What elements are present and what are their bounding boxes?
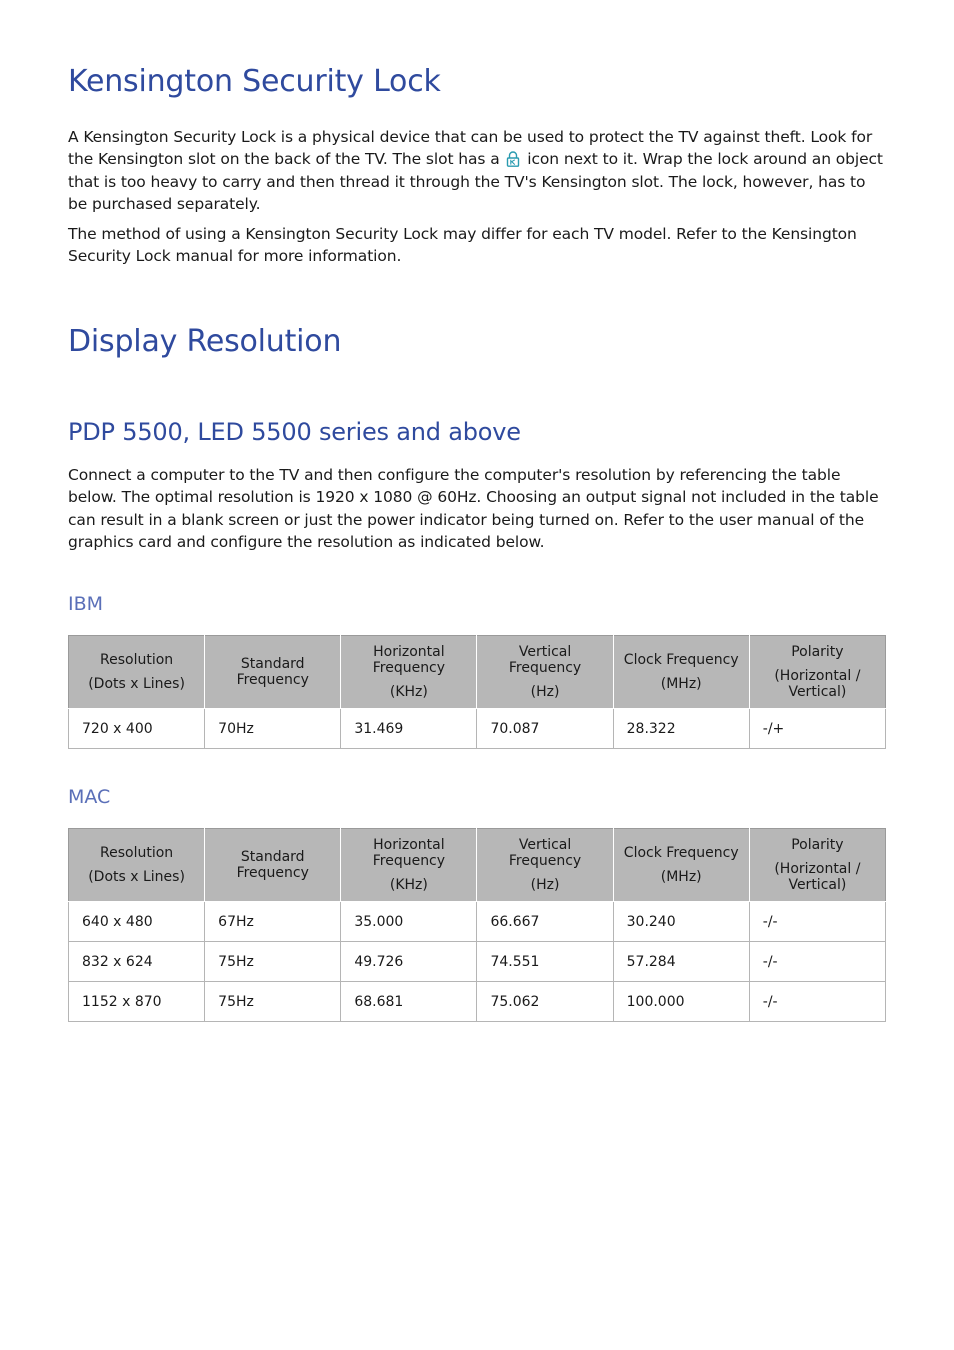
table-row — [69, 942, 886, 982]
cell-clock-frequency: 30.240 — [613, 902, 749, 942]
cell-polarity: -/- — [749, 982, 885, 1022]
cell-vertical-frequency: 74.551 — [477, 942, 613, 982]
display-resolution-body — [68, 464, 886, 553]
kensington-body — [68, 126, 886, 268]
header-horizontal-frequency: Horizontal Frequency (KHz) — [341, 829, 477, 902]
cell-horizontal-frequency: 35.000 — [341, 902, 477, 942]
cell-polarity: -/+ — [749, 709, 885, 749]
cell-standard-frequency: 70Hz — [205, 709, 341, 749]
display-resolution-paragraph: Connect a computer to the TV and then configure the computer's resolution by referencing the table below. The optimal resolution is 1920 x 1080 @ 60Hz. Choosing an output signal not included in the table can result in a blank screen or just the power indicator being turned on. Refer to the user manual of the graphics card and configure the resolution as indicated below. — [68, 466, 879, 551]
ibm-heading-block — [68, 593, 886, 615]
display-resolution-section — [68, 324, 886, 359]
header-clock-frequency: Clock Frequency (MHz) — [613, 829, 749, 902]
kensington-paragraph-2: The method of using a Kensington Security Lock may differ for each TV model. Refer to the Kensington Security Lock manual for more information. — [68, 225, 857, 266]
cell-vertical-frequency: 66.667 — [477, 902, 613, 942]
header-resolution: Resolution (Dots x Lines) — [69, 636, 205, 709]
header-polarity: Polarity (Horizontal / Vertical) — [749, 829, 885, 902]
header-clock-frequency: Clock Frequency (MHz) — [613, 636, 749, 709]
cell-standard-frequency: 75Hz — [205, 982, 341, 1022]
table-row — [69, 709, 886, 749]
mac-heading: MAC — [68, 786, 111, 808]
kensington-section — [68, 64, 886, 99]
cell-vertical-frequency: 75.062 — [477, 982, 613, 1022]
cell-standard-frequency: 67Hz — [205, 902, 341, 942]
ibm-header-row — [69, 636, 886, 709]
table-row — [69, 982, 886, 1022]
kensington-title: Kensington Security Lock — [68, 64, 441, 99]
table-row — [69, 902, 886, 942]
cell-polarity: -/- — [749, 942, 885, 982]
cell-horizontal-frequency: 49.726 — [341, 942, 477, 982]
ibm-heading: IBM — [68, 593, 104, 615]
cell-horizontal-frequency: 31.469 — [341, 709, 477, 749]
cell-resolution: 832 x 624 — [69, 942, 205, 982]
cell-resolution: 640 x 480 — [69, 902, 205, 942]
mac-table-block — [68, 828, 886, 1022]
cell-horizontal-frequency: 68.681 — [341, 982, 477, 1022]
header-horizontal-frequency: Horizontal Frequency (KHz) — [341, 636, 477, 709]
cell-clock-frequency: 28.322 — [613, 709, 749, 749]
cell-polarity: -/- — [749, 902, 885, 942]
kensington-paragraph-1: A Kensington Security Lock is a physical device that can be used to protect the TV against theft. Look for the Kensington slot on the back of the TV. The slot has a icon next to it. Wrap the lock around an object that is too heavy to carry and then thread it through the TV's Kensington slot. The lock, however, has to be purchased separately. — [68, 128, 883, 213]
kensington-lock-icon — [506, 151, 520, 167]
cell-standard-frequency: 75Hz — [205, 942, 341, 982]
header-vertical-frequency: Vertical Frequency (Hz) — [477, 829, 613, 902]
header-standard-frequency: Standard Frequency — [205, 829, 341, 902]
mac-heading-block — [68, 786, 886, 808]
cell-resolution: 720 x 400 — [69, 709, 205, 749]
header-vertical-frequency: Vertical Frequency (Hz) — [477, 636, 613, 709]
ibm-table — [68, 635, 886, 749]
display-resolution-title: Display Resolution — [68, 324, 342, 359]
header-resolution: Resolution (Dots x Lines) — [69, 829, 205, 902]
header-standard-frequency: Standard Frequency — [205, 636, 341, 709]
mac-header-row — [69, 829, 886, 902]
cell-vertical-frequency: 70.087 — [477, 709, 613, 749]
mac-table — [68, 828, 886, 1022]
series-subtitle: PDP 5500, LED 5500 series and above — [68, 418, 521, 446]
cell-resolution: 1152 x 870 — [69, 982, 205, 1022]
series-subtitle-block — [68, 418, 886, 446]
cell-clock-frequency: 100.000 — [613, 982, 749, 1022]
ibm-table-block — [68, 635, 886, 749]
header-polarity: Polarity (Horizontal / Vertical) — [749, 636, 885, 709]
cell-clock-frequency: 57.284 — [613, 942, 749, 982]
